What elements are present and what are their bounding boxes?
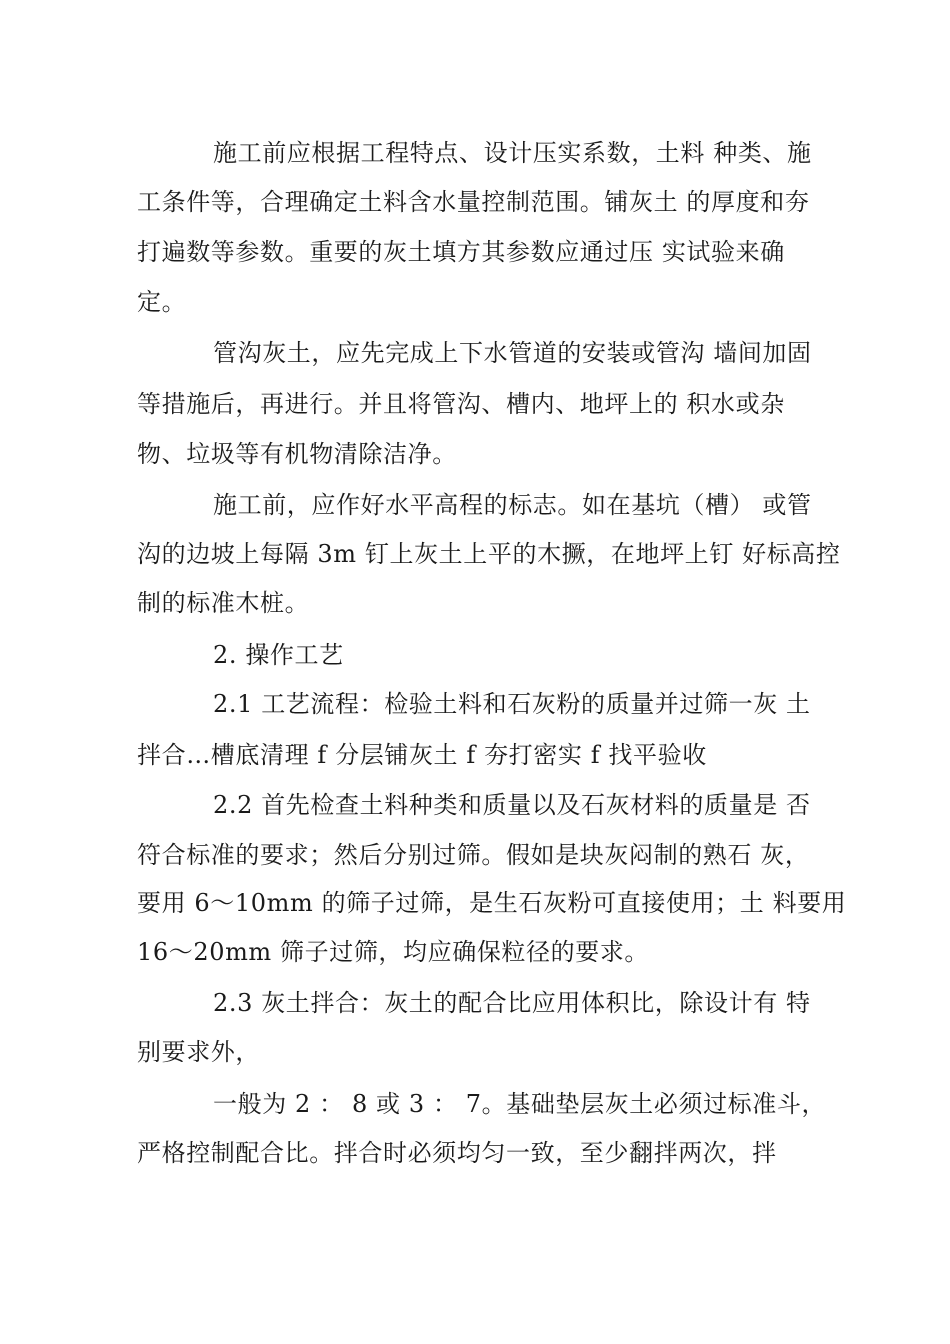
paragraph-2-line-3: 物、垃圾等有机物清除洁净。	[137, 440, 457, 468]
paragraph-8-line-1: 一般为 2 ： 8 或 3 ： 7。基础垫层灰土必须过标准斗，	[213, 1090, 827, 1118]
section-heading: 2. 操作工艺	[213, 641, 344, 669]
paragraph-1-line-4: 定。	[137, 288, 187, 316]
paragraph-1-line-2: 工条件等，合理确定土料含水量控制范围。铺灰土 的厚度和夯	[137, 188, 810, 216]
paragraph-2-line-1: 管沟灰土，应先完成上下水管道的安装或管沟 墙间加固	[213, 339, 812, 367]
paragraph-1-line-1: 施工前应根据工程特点、设计压实系数，土料 种类、施	[213, 139, 812, 167]
paragraph-8-line-2: 严格控制配合比。拌合时必须均匀一致，至少翻拌两次，拌	[137, 1139, 777, 1167]
paragraph-3-line-3: 制的标准木桩。	[137, 589, 310, 617]
paragraph-7-line-1: 2.3 灰土拌合：灰土的配合比应用体积比，除设计有 特	[213, 989, 811, 1017]
paragraph-5-line-1: 2.1 工艺流程：检验土料和石灰粉的质量并过筛一灰 土	[213, 690, 811, 718]
paragraph-3-line-2: 沟的边坡上每隔 3m 钉上灰土上平的木撅，在地坪上钉 好标高控	[137, 540, 841, 568]
paragraph-1-line-3: 打遍数等参数。重要的灰土填方其参数应通过压 实试验来确	[137, 238, 785, 266]
paragraph-7-line-2: 别要求外，	[137, 1038, 260, 1066]
paragraph-6-line-1: 2.2 首先检查土料种类和质量以及石灰材料的质量是 否	[213, 791, 811, 819]
paragraph-2-line-2: 等措施后，再进行。并且将管沟、槽内、地坪上的 积水或杂	[137, 390, 785, 418]
paragraph-6-line-4: 16〜20mm 筛子过筛，均应确保粒径的要求。	[137, 938, 650, 966]
paragraph-3-line-1: 施工前，应作好水平高程的标志。如在基坑（槽） 或管	[213, 491, 812, 519]
paragraph-5-line-2: 拌合…槽底清理 f 分层铺灰土 f 夯打密实 f 找平验收	[137, 741, 707, 769]
paragraph-6-line-2: 符合标准的要求；然后分别过筛。假如是块灰闷制的熟石 灰，	[137, 841, 810, 869]
paragraph-6-line-3: 要用 6〜10mm 的筛子过筛，是生石灰粉可直接使用；土 料要用	[137, 889, 847, 917]
